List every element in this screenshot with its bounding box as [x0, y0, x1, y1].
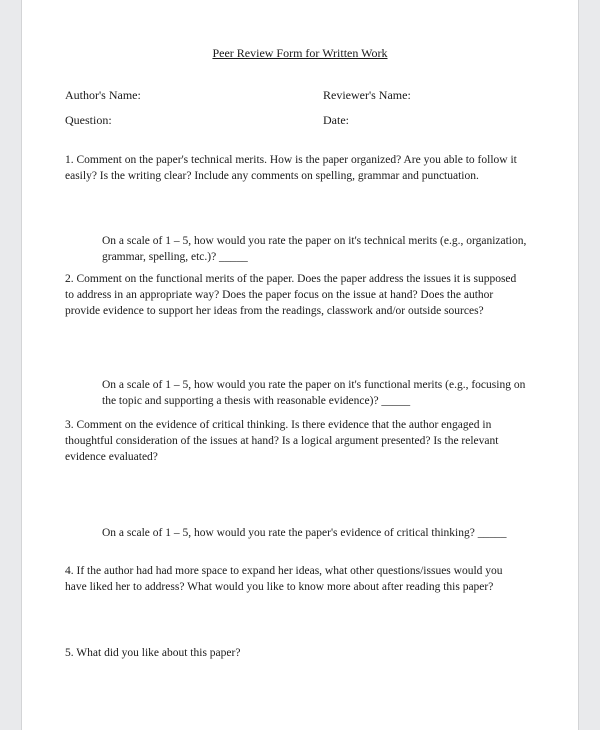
- question-3-text: 3. Comment on the evidence of critical thinking. Is there evidence that the author engaged in thoughtful consideration of the issues at hand? Is a logical argument presented? Is the relevant evidence evaluated?: [65, 419, 499, 463]
- question-2-scale: On a scale of 1 – 5, how would you rate the paper on it's functional merits (e.g., focusing on the topic and supporting a thesis with reasonable evidence)? _____: [102, 379, 526, 407]
- question-1-scale: On a scale of 1 – 5, how would you rate the paper on it's technical merits (e.g., organization, grammar, spelling, etc.)? _____: [102, 235, 527, 263]
- question-label: Question:: [65, 113, 112, 127]
- author-name-label: Author's Name:: [65, 88, 141, 102]
- document-page: [22, 0, 578, 730]
- question-5-text: 5. What did you like about this paper?: [65, 647, 241, 659]
- date-label: Date:: [323, 113, 349, 127]
- question-1-text: 1. Comment on the paper's technical merits. How is the paper organized? Are you able to follow it easily? Is the writing clear? Include any comments on spelling, grammar and punctuation.: [65, 154, 517, 182]
- question-4-text: 4. If the author had had more space to expand her ideas, what other questions/issues would you have liked her to address? What would you like to know more about after reading this paper?: [65, 565, 503, 593]
- question-3-scale: On a scale of 1 – 5, how would you rate the paper's evidence of critical thinking? _____: [102, 527, 507, 539]
- form-title: Peer Review Form for Written Work: [212, 46, 388, 60]
- question-2-text: 2. Comment on the functional merits of the paper. Does the paper address the issues it is supposed to address in an appropriate way? Does the paper focus on the issue at hand? Does the author provide evidence to support her ideas from the readings, classwork and/or outside sources?: [65, 273, 517, 317]
- reviewer-name-label: Reviewer's Name:: [323, 88, 411, 102]
